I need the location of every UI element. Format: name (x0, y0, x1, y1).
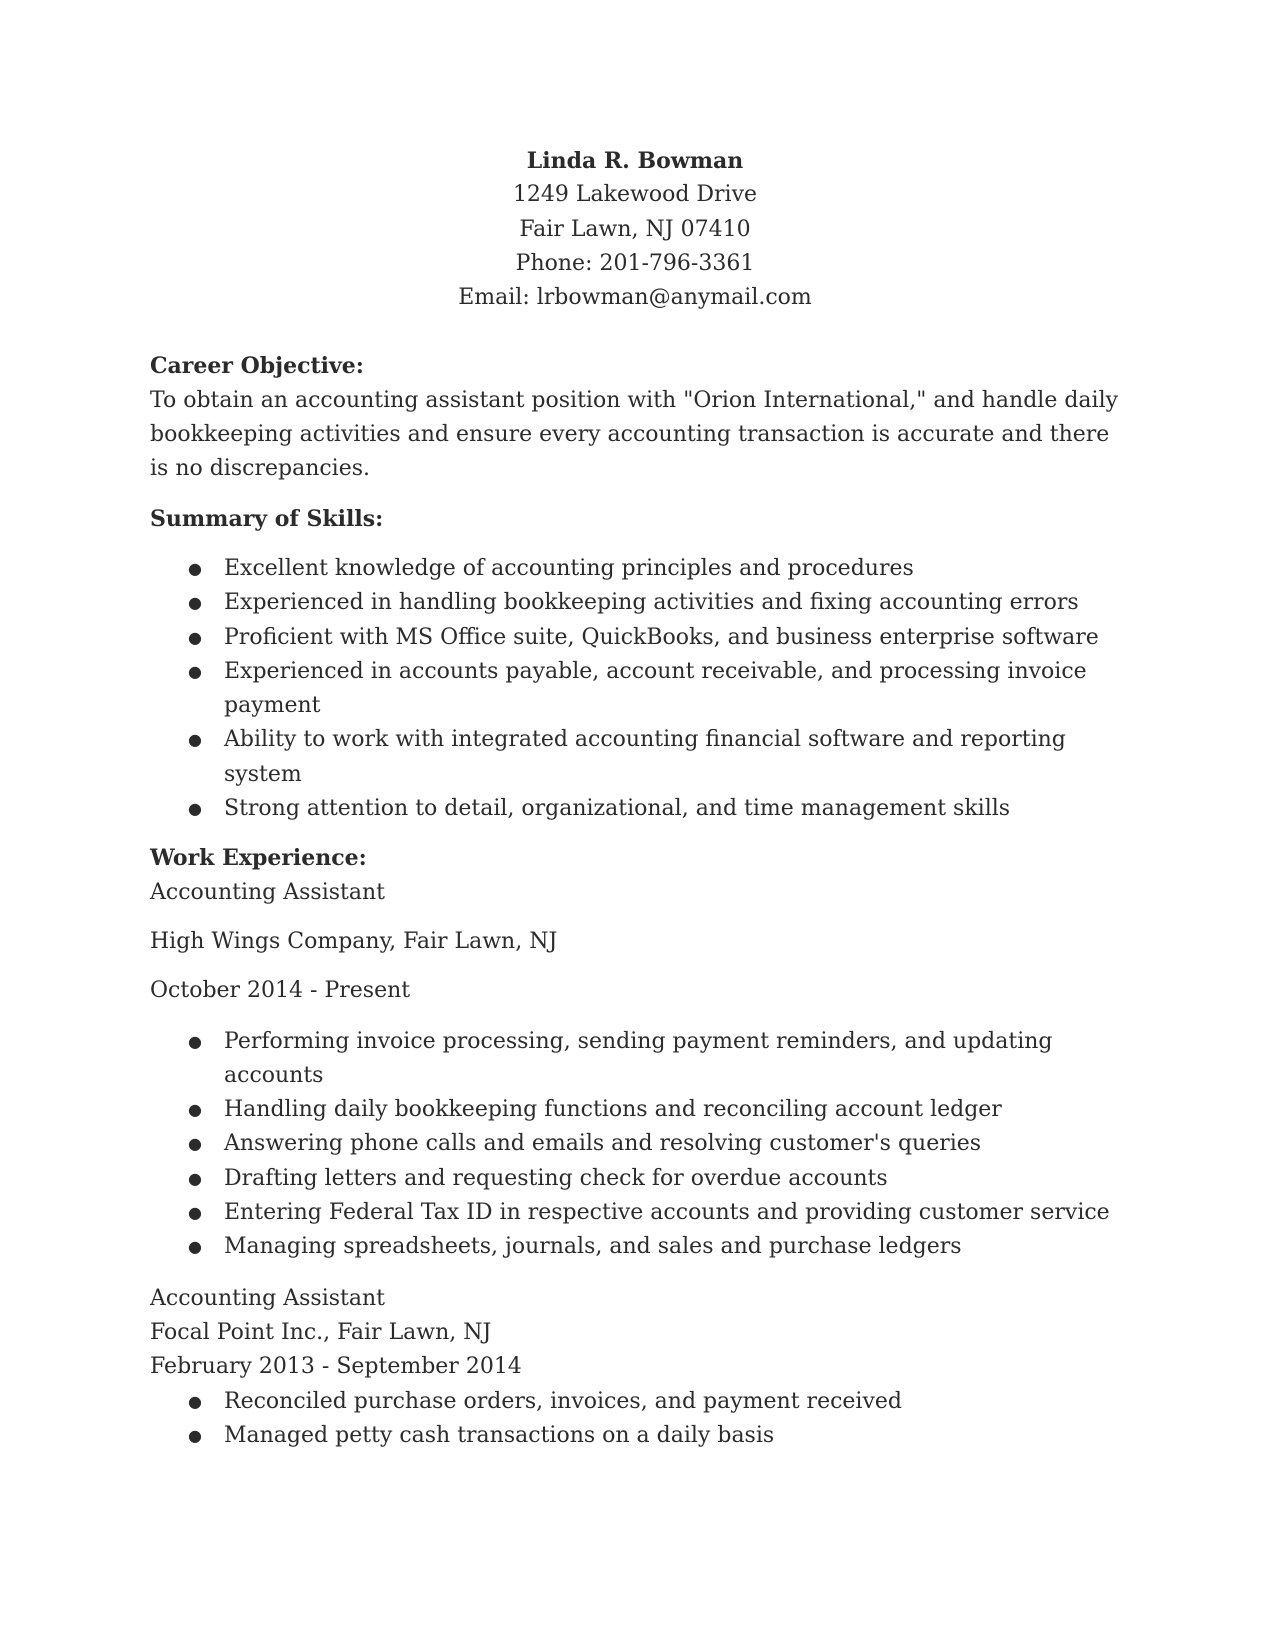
career-objective-text: To obtain an accounting assistant position with "Orion International," and handle daily bookkeeping activities and ensure every accounting transaction is accurate and there is no discrepancies. (150, 387, 1119, 482)
career-objective-section (150, 349, 1120, 486)
job-duties-list (150, 1385, 1120, 1454)
job-company: High Wings Company, Fair Lawn, NJ (150, 928, 558, 954)
skill-item: ● Proficient with MS Office suite, QuickBooks, and business enterprise software (150, 621, 1120, 655)
job-dates: February 2013 - September 2014 (150, 1354, 522, 1380)
skill-item: ● Strong attention to detail, organizational, and time management skills (150, 792, 1120, 826)
job-title: Accounting Assistant (150, 879, 385, 905)
duty-item: ● Drafting letters and requesting check for overdue accounts (150, 1162, 1120, 1196)
job-entry-focal-point (150, 1282, 1120, 1453)
duty-item: ● Managed petty cash transactions on a daily basis (150, 1419, 1120, 1453)
skill-item: ● Experienced in accounts payable, account receivable, and processing invoice payment (150, 655, 1120, 724)
skills-heading: Summary of Skills: (150, 505, 384, 532)
address-line-2: Fair Lawn, NJ 07410 (519, 216, 751, 242)
job-entry-high-wings (150, 876, 1120, 1265)
job-company: Focal Point Inc., Fair Lawn, NJ (150, 1319, 492, 1345)
duty-item: ● Performing invoice processing, sending payment reminders, and updating accounts (150, 1025, 1120, 1094)
skills-section (150, 502, 1120, 827)
email-address: Email: lrbowman@anymail.com (458, 285, 812, 311)
phone-number: Phone: 201-796-3361 (515, 250, 755, 276)
job-duties-list (150, 1025, 1120, 1265)
work-experience-section (150, 841, 1120, 1453)
skills-list (150, 552, 1120, 826)
duty-item: ● Answering phone calls and emails and resolving customer's queries (150, 1127, 1120, 1161)
applicant-name: Linda R. Bowman (526, 148, 744, 174)
contact-header (150, 144, 1120, 315)
job-title: Accounting Assistant (150, 1285, 385, 1311)
skill-item: ● Excellent knowledge of accounting principles and procedures (150, 552, 1120, 586)
duty-item: ● Managing spreadsheets, journals, and sales and purchase ledgers (150, 1230, 1120, 1264)
career-objective-heading: Career Objective: (150, 353, 364, 380)
resume-document (150, 144, 1120, 1453)
work-experience-heading: Work Experience: (150, 845, 367, 872)
duty-item: ● Handling daily bookkeeping functions and reconciling account ledger (150, 1093, 1120, 1127)
duty-item: ● Reconciled purchase orders, invoices, and payment received (150, 1385, 1120, 1419)
address-line-1: 1249 Lakewood Drive (512, 182, 758, 208)
duty-item: ● Entering Federal Tax ID in respective accounts and providing customer service (150, 1196, 1120, 1230)
skill-item: ● Experienced in handling bookkeeping activities and fixing accounting errors (150, 586, 1120, 620)
job-dates: October 2014 - Present (150, 978, 411, 1004)
skill-item: ● Ability to work with integrated accounting financial software and reporting system (150, 723, 1120, 792)
